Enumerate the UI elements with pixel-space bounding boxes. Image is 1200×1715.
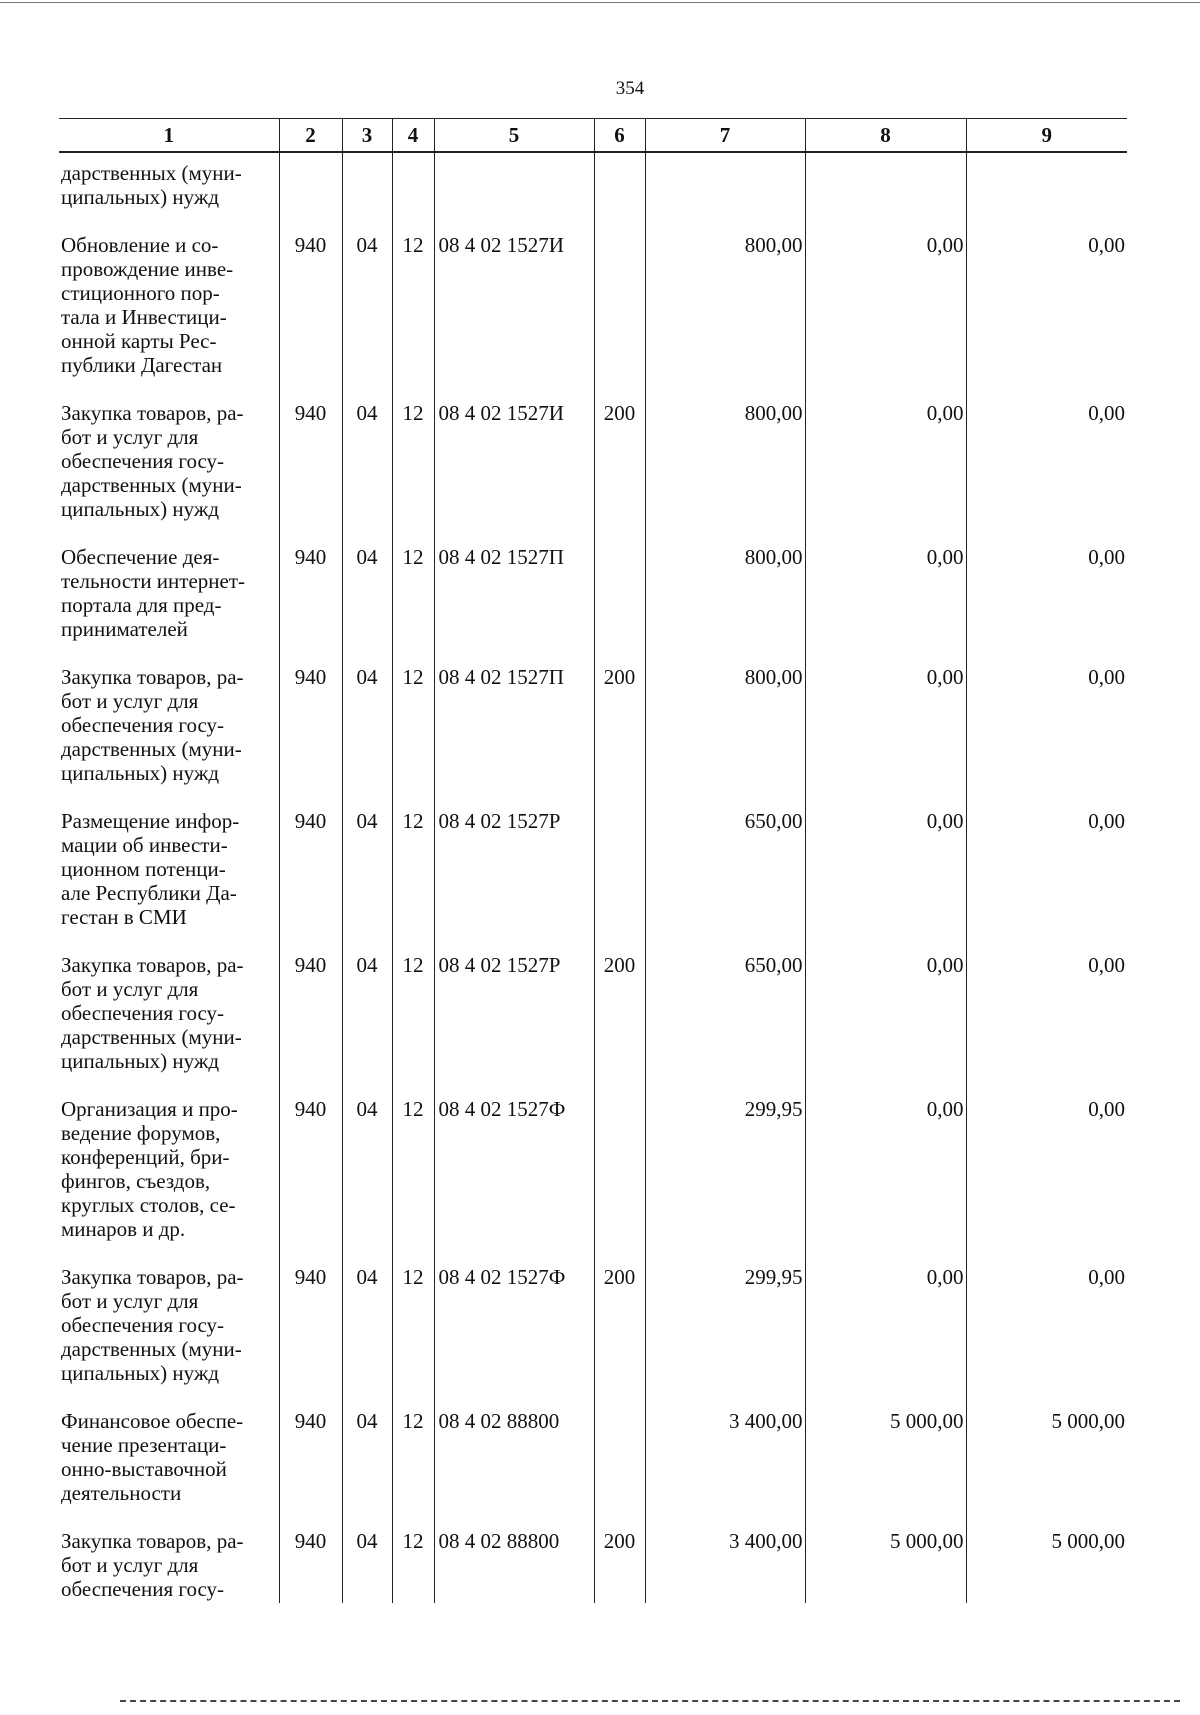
row-description: Финансовое обеспе- чение презентаци- онно-выставочной деятельности — [61, 1409, 244, 1505]
row-col-4: 12 — [392, 948, 434, 1092]
row-col-5-code: 08 4 02 88800 — [434, 1524, 594, 1603]
row-col-4: 12 — [392, 804, 434, 948]
row-col-6: 200 — [594, 948, 645, 1092]
row-col-3: 04 — [342, 1092, 392, 1260]
row-col-8-amount: 0,00 — [805, 660, 966, 804]
row-col-8-amount: 5 000,00 — [805, 1404, 966, 1524]
row-col-5-code: 08 4 02 1527Ф — [434, 1092, 594, 1260]
row-col-4: 12 — [392, 1404, 434, 1524]
row-description: Размещение инфор- мации об инвести- ционном потенци- але Республики Да- гестан в СМИ — [61, 809, 240, 929]
row-col-7-amount: 3 400,00 — [645, 1404, 805, 1524]
row-col-7-amount: 800,00 — [645, 396, 805, 540]
column-header-7: 7 — [645, 119, 805, 153]
row-col-8-amount — [805, 152, 966, 228]
row-col-9-amount: 0,00 — [966, 1092, 1127, 1260]
row-col-6: 200 — [594, 660, 645, 804]
row-col-8-amount: 0,00 — [805, 540, 966, 660]
row-col-2: 940 — [279, 228, 342, 396]
row-col-6: 200 — [594, 396, 645, 540]
row-col-7-amount: 650,00 — [645, 804, 805, 948]
column-header-2: 2 — [279, 119, 342, 153]
row-description: Обеспечение дея- тельности интернет- портала для пред- принимателей — [61, 545, 246, 641]
row-col-6 — [594, 228, 645, 396]
row-description: Закупка товаров, ра- бот и услуг для обеспечения госу- — [61, 1529, 244, 1601]
row-col-2: 940 — [279, 804, 342, 948]
row-col-3: 04 — [342, 1260, 392, 1404]
row-col-4: 12 — [392, 228, 434, 396]
table-header-row — [59, 119, 1127, 153]
row-col-8-amount: 0,00 — [805, 1260, 966, 1404]
row-col-5-code: 08 4 02 1527П — [434, 540, 594, 660]
table-row — [59, 152, 1127, 228]
row-col-6 — [594, 1404, 645, 1524]
row-col-7-amount: 299,95 — [645, 1260, 805, 1404]
row-col-9-amount: 5 000,00 — [966, 1524, 1127, 1603]
row-description: Закупка товаров, ра- бот и услуг для обеспечения госу- дарственных (муни- ципальных) нужд — [61, 665, 244, 785]
budget-table — [59, 118, 1127, 1603]
row-col-3: 04 — [342, 396, 392, 540]
row-col-9-amount: 5 000,00 — [966, 1404, 1127, 1524]
column-header-4: 4 — [392, 119, 434, 153]
bottom-edge-rule — [120, 1700, 1180, 1702]
row-col-3: 04 — [342, 948, 392, 1092]
row-col-9-amount: 0,00 — [966, 804, 1127, 948]
row-col-9-amount: 0,00 — [966, 1260, 1127, 1404]
row-col-2: 940 — [279, 1524, 342, 1603]
table-row — [59, 228, 1127, 396]
row-col-2: 940 — [279, 1092, 342, 1260]
table-body — [59, 152, 1127, 1603]
column-header-1: 1 — [59, 119, 279, 153]
row-col-9-amount: 0,00 — [966, 540, 1127, 660]
row-col-7-amount: 800,00 — [645, 540, 805, 660]
row-col-2: 940 — [279, 396, 342, 540]
row-col-2: 940 — [279, 660, 342, 804]
page-number: 354 — [615, 78, 645, 99]
top-edge-rule — [0, 2, 1200, 3]
table-row — [59, 948, 1127, 1092]
row-col-3: 04 — [342, 228, 392, 396]
row-col-5-code — [434, 152, 594, 228]
row-col-4 — [392, 152, 434, 228]
row-col-4: 12 — [392, 1524, 434, 1603]
table-row — [59, 1092, 1127, 1260]
row-col-5-code: 08 4 02 1527Р — [434, 948, 594, 1092]
row-col-4: 12 — [392, 1260, 434, 1404]
row-col-7-amount: 800,00 — [645, 228, 805, 396]
row-col-4: 12 — [392, 396, 434, 540]
column-header-8: 8 — [805, 119, 966, 153]
row-col-8-amount: 0,00 — [805, 1092, 966, 1260]
row-col-9-amount — [966, 152, 1127, 228]
row-col-5-code: 08 4 02 1527И — [434, 396, 594, 540]
column-header-3: 3 — [342, 119, 392, 153]
row-col-9-amount: 0,00 — [966, 396, 1127, 540]
table-row — [59, 1404, 1127, 1524]
row-col-4: 12 — [392, 540, 434, 660]
row-col-2: 940 — [279, 1404, 342, 1524]
table-row — [59, 1260, 1127, 1404]
column-header-9: 9 — [966, 119, 1127, 153]
row-col-9-amount: 0,00 — [966, 228, 1127, 396]
row-description: Закупка товаров, ра- бот и услуг для обеспечения госу- дарственных (муни- ципальных) нужд — [61, 953, 244, 1073]
row-col-9-amount: 0,00 — [966, 660, 1127, 804]
row-col-6 — [594, 540, 645, 660]
row-col-3: 04 — [342, 1404, 392, 1524]
row-col-7-amount: 800,00 — [645, 660, 805, 804]
row-col-8-amount: 0,00 — [805, 948, 966, 1092]
row-col-5-code: 08 4 02 88800 — [434, 1404, 594, 1524]
row-col-8-amount: 0,00 — [805, 804, 966, 948]
row-col-3 — [342, 152, 392, 228]
row-col-7-amount: 650,00 — [645, 948, 805, 1092]
row-col-8-amount: 0,00 — [805, 396, 966, 540]
row-col-6: 200 — [594, 1260, 645, 1404]
row-description: Закупка товаров, ра- бот и услуг для обеспечения госу- дарственных (муни- ципальных) нужд — [61, 401, 244, 521]
table-row — [59, 1524, 1127, 1603]
row-col-5-code: 08 4 02 1527Р — [434, 804, 594, 948]
row-col-7-amount: 3 400,00 — [645, 1524, 805, 1603]
row-description: Обновление и со- провождение инве- стиционного пор- тала и Инвестици- онной карты Рес- публики Дагестан — [61, 233, 234, 377]
row-col-6: 200 — [594, 1524, 645, 1603]
row-col-2 — [279, 152, 342, 228]
table-row — [59, 396, 1127, 540]
row-col-2: 940 — [279, 540, 342, 660]
row-col-2: 940 — [279, 1260, 342, 1404]
row-col-3: 04 — [342, 540, 392, 660]
row-col-6 — [594, 1092, 645, 1260]
row-col-2: 940 — [279, 948, 342, 1092]
row-col-5-code: 08 4 02 1527И — [434, 228, 594, 396]
table-row — [59, 540, 1127, 660]
table-row — [59, 804, 1127, 948]
row-col-4: 12 — [392, 1092, 434, 1260]
column-header-5: 5 — [434, 119, 594, 153]
row-description: Организация и про- ведение форумов, конференций, бри- фингов, съездов, круглых столов, се- минаров и др. — [61, 1097, 238, 1241]
row-col-5-code: 08 4 02 1527Ф — [434, 1260, 594, 1404]
row-col-8-amount: 0,00 — [805, 228, 966, 396]
row-col-3: 04 — [342, 660, 392, 804]
row-col-7-amount: 299,95 — [645, 1092, 805, 1260]
row-col-6 — [594, 804, 645, 948]
row-description: дарственных (муни- ципальных) нужд — [61, 161, 242, 209]
row-description: Закупка товаров, ра- бот и услуг для обеспечения госу- дарственных (муни- ципальных) нужд — [61, 1265, 244, 1385]
row-col-3: 04 — [342, 804, 392, 948]
row-col-5-code: 08 4 02 1527П — [434, 660, 594, 804]
row-col-4: 12 — [392, 660, 434, 804]
row-col-3: 04 — [342, 1524, 392, 1603]
row-col-7-amount — [645, 152, 805, 228]
table-row — [59, 660, 1127, 804]
column-header-6: 6 — [594, 119, 645, 153]
row-col-8-amount: 5 000,00 — [805, 1524, 966, 1603]
row-col-9-amount: 0,00 — [966, 948, 1127, 1092]
row-col-6 — [594, 152, 645, 228]
